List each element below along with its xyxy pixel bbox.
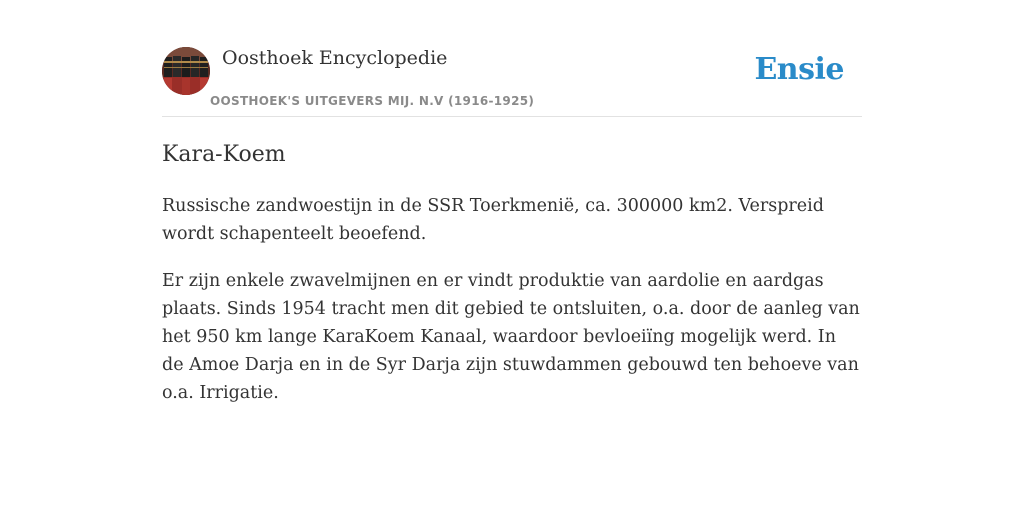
encyclopedia-books-icon[interactable] (162, 47, 210, 95)
site-header (162, 46, 862, 117)
site-title[interactable]: Oosthoek Encyclopedie (222, 47, 448, 69)
article-paragraph: Er zijn enkele zwavelmijnen en er vindt produktie van aardolie en aardgas plaats. Sinds 1954 tracht men dit gebied te ontsluiten, o.a. door de aanleg van het 950 km lange KaraKoem Kanaal, waardoor bevloeiïng mogelijk werd. In de Amoe Darja en in de Syr Darja zijn stuwdammen gebouwd ten behoeve van o.a. Irrigatie. (162, 271, 860, 403)
publisher-label: OOSTHOEK'S UITGEVERS MIJ. N.V (1916-1925) (210, 94, 535, 108)
article-paragraph: Russische zandwoestijn in de SSR Toerkmenië, ca. 300000 km2. Verspreid wordt schapenteelt beoefend. (162, 196, 824, 244)
article (162, 140, 862, 407)
ensie-logo[interactable]: Ensie (754, 52, 844, 87)
article-title: Kara-Koem (162, 142, 286, 167)
